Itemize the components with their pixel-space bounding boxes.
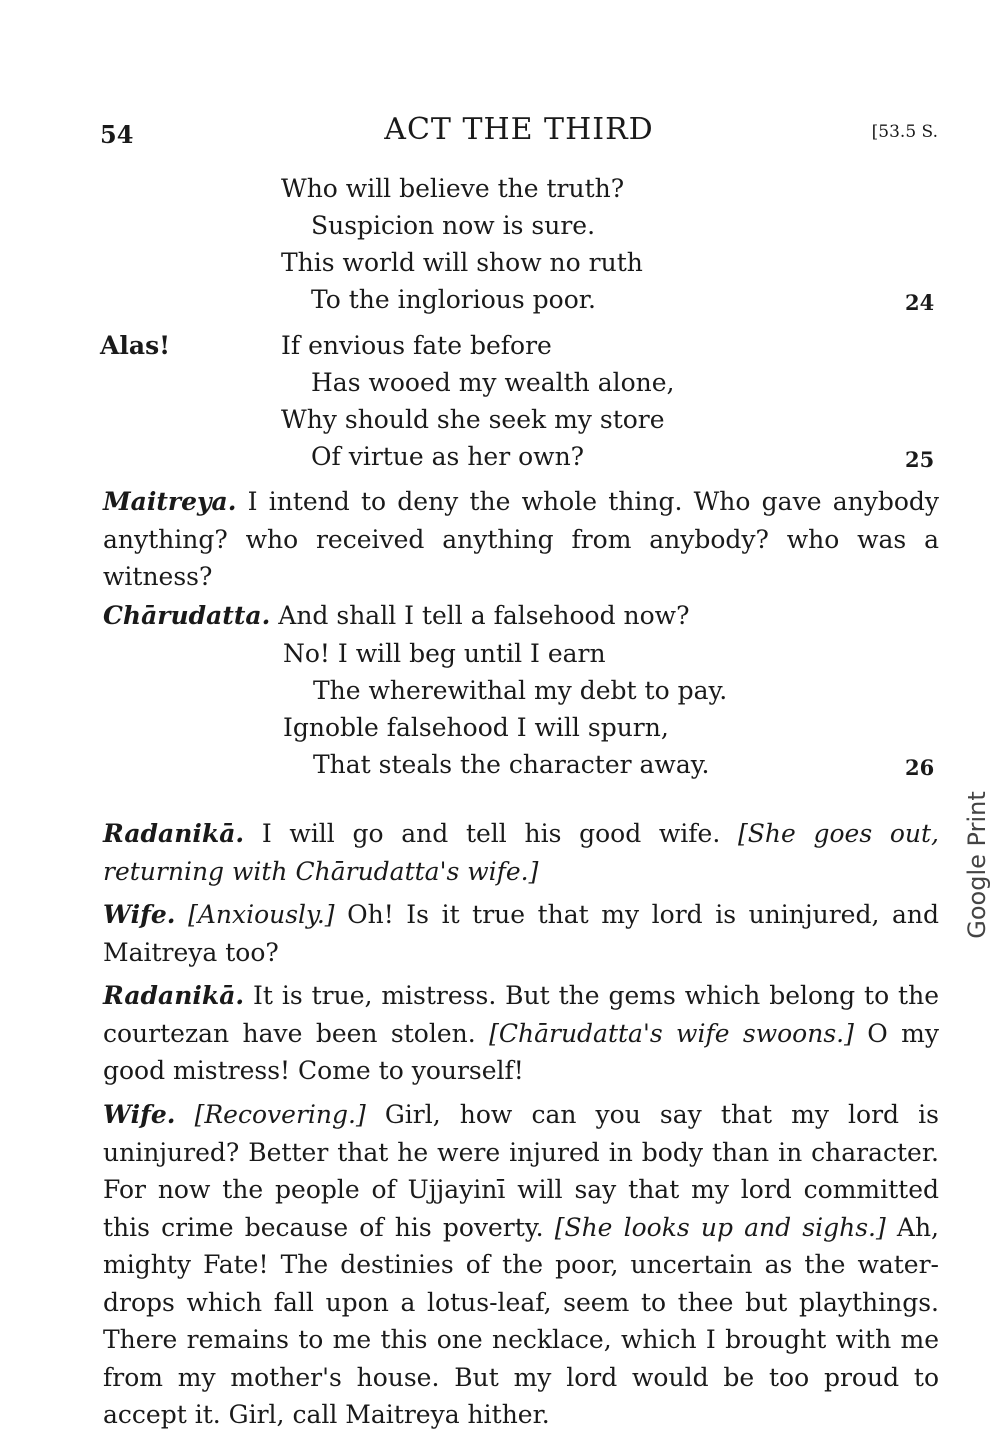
verse-line: This world will show no ruth [281, 248, 643, 277]
speaker-name: Radanikā. [103, 819, 245, 848]
verse-line: The wherewithal my debt to pay. [313, 676, 728, 705]
verse-line: No! I will beg until I earn [283, 639, 606, 668]
verse-line: Why should she seek my store [281, 405, 665, 434]
verse-line: Ignoble falsehood I will spurn, [283, 713, 669, 742]
speech-text: I will go and tell his good wife. [261, 819, 721, 848]
speech-text: Oh! Is it true that my lord is uninjured, and Maitreya too? [103, 900, 939, 967]
verse-number: 24 [905, 290, 935, 315]
verse-line: Suspicion now is sure. [311, 211, 596, 240]
stage-direction: [She goes out, returning with Chārudatta's wife.] [103, 819, 939, 886]
speech-radanika [103, 977, 939, 1090]
running-title: ACT THE THIRD [384, 112, 654, 147]
speaker-name: Wife. [103, 1100, 176, 1129]
speech-maitreya [103, 483, 939, 596]
verse-line: That steals the character away. [313, 750, 710, 779]
verse-line: If envious fate before [281, 331, 552, 360]
watermark [962, 770, 992, 960]
section-reference: [53.5 S. [871, 122, 938, 142]
stage-direction: [She looks up and sighs.] [554, 1212, 886, 1242]
speech-radanika [103, 815, 939, 890]
page-header [100, 112, 938, 156]
stage-direction: [Recovering.] [194, 1100, 366, 1129]
verse-number: 25 [905, 447, 935, 472]
page-number: 54 [100, 120, 134, 149]
stage-direction: [Anxiously.] [188, 900, 335, 929]
verse-number: 26 [905, 755, 935, 780]
speech-text: O my good mistress! Come to yourself! [103, 1018, 939, 1085]
speech-text: Girl, how can you say that my lord is uninjured? Better that he were injured in body than in character. For now the people of Ujjayinī will say that my lord committed this crime because of his poverty. [103, 1100, 939, 1242]
watermark-text: Google Print [963, 791, 991, 939]
speech-text: It is true, mistress. But the gems which belong to the courtezan have been stolen. [103, 981, 939, 1048]
speech-text: Ah, mighty Fate! The destinies of the poor, uncertain as the water-drops which fall upon a lotus-leaf, seem to thee but playthings. There remains to me this one necklace, which I brought with me from my mother's house. But my lord would be too proud to accept it. Girl, call Maitreya hither. [103, 1212, 939, 1429]
speech-wife [103, 896, 939, 971]
verse-lead: Alas! [100, 331, 171, 360]
speaker-name: Wife. [103, 900, 176, 929]
speech-text: I intend to deny the whole thing. Who gave anybody anything? who received anything from anybody? who was a witness? [103, 487, 940, 591]
speaker-name: Maitreya. [103, 487, 237, 516]
verse-line: Of virtue as her own? [311, 442, 585, 471]
speech-charudatta [103, 597, 939, 635]
verse-line: Who will believe the truth? [281, 174, 625, 203]
verse-line: Has wooed my wealth alone, [311, 368, 675, 397]
speaker-name: Radanikā. [103, 981, 245, 1010]
speech-wife [103, 1096, 939, 1434]
verse-line: To the inglorious poor. [311, 285, 596, 314]
stage-direction: [Chārudatta's wife swoons.] [489, 1018, 854, 1048]
speech-text: And shall I tell a falsehood now? [278, 601, 690, 630]
speaker-name: Chārudatta. [103, 601, 271, 630]
